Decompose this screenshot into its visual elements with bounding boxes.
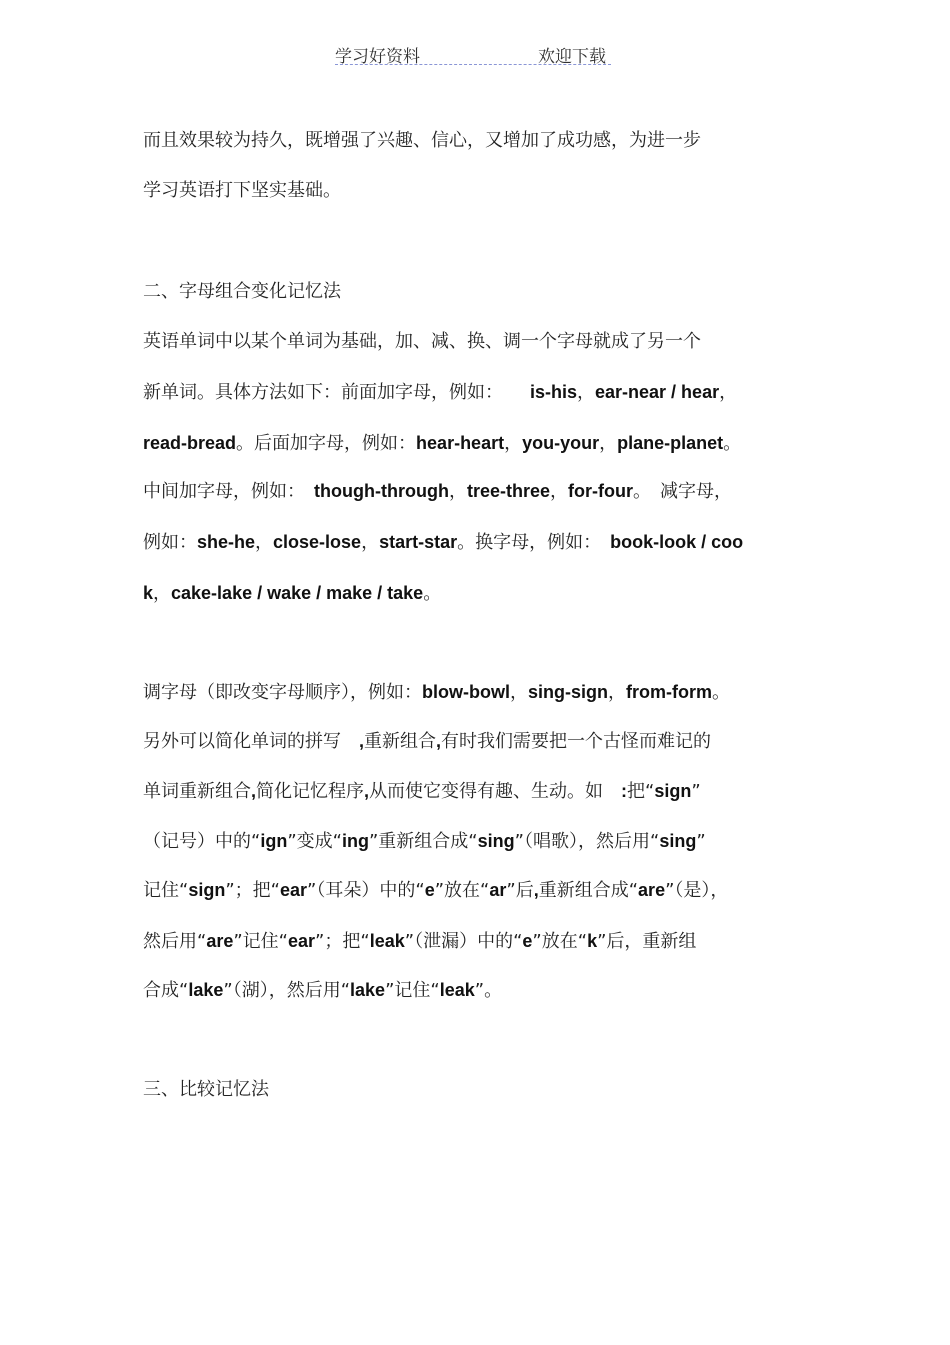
text-segment: 二、字母组合变化记忆法	[143, 281, 341, 302]
english-word: :	[621, 781, 628, 801]
body-line	[143, 779, 701, 804]
text-segment: ”记住“	[385, 980, 440, 1001]
text-segment: ”变成“	[287, 831, 342, 852]
english-word: start-star	[379, 532, 458, 552]
text-segment: ，	[549, 481, 568, 502]
body-line	[143, 129, 701, 153]
text-segment: ，	[255, 532, 274, 553]
text-segment: ”后，重新组	[597, 931, 697, 952]
english-word: book-look / coo	[610, 532, 744, 552]
text-segment: 调字母（即改变字母顺序），例如：	[143, 682, 422, 703]
text-segment: 中间加字母，例如：	[143, 481, 314, 502]
english-word: ear	[288, 931, 316, 951]
text-segment: 记住“	[143, 880, 189, 901]
body-line	[143, 179, 341, 203]
english-word: sign	[188, 880, 226, 900]
text-segment: ”放在“	[532, 931, 588, 952]
english-word: you-your	[522, 433, 600, 453]
text-segment: ”记住“	[233, 931, 289, 952]
text-segment: （记号）中的“	[143, 831, 261, 852]
text-segment: 简化记忆程序	[256, 781, 365, 802]
text-segment: ”	[691, 781, 701, 802]
english-word: e	[522, 931, 533, 951]
text-segment: ，	[448, 481, 467, 502]
text-segment: ”后	[506, 880, 534, 901]
english-word: ear	[280, 880, 308, 900]
text-segment: ，	[577, 382, 596, 403]
text-segment: 重新组合成“	[538, 880, 639, 901]
text-segment: 有时我们需要把一个古怪而难记的	[441, 731, 712, 752]
text-segment: 三、比较记忆法	[143, 1079, 269, 1100]
body-line	[143, 581, 441, 606]
text-segment: ，	[599, 433, 618, 454]
text-segment: ”。	[474, 980, 503, 1001]
english-word: k	[143, 583, 154, 603]
text-segment: 单词重新组合	[143, 781, 251, 802]
english-word: ,	[359, 731, 365, 751]
text-segment: ”（耳朵）中的“	[307, 880, 425, 901]
text-segment: 。换字母，例如：	[457, 532, 611, 553]
text-segment: 。	[423, 583, 442, 604]
text-segment: 把“	[627, 781, 655, 802]
text-segment: ，	[361, 532, 380, 553]
english-word: ign	[260, 831, 288, 851]
english-word: she-he	[197, 532, 256, 552]
body-line	[143, 878, 728, 903]
text-segment: ”（泄漏）中的“	[404, 931, 523, 952]
english-word: lake	[188, 980, 224, 1000]
english-word: sing-sign	[527, 682, 608, 702]
text-segment: 。后面加字母，例如：	[236, 433, 417, 454]
text-segment: 新单词。具体方法如下：前面加字母，例如：	[143, 382, 530, 403]
text-segment: ”（是），	[665, 880, 729, 901]
english-word: are	[638, 880, 666, 900]
text-segment: ”	[696, 831, 706, 852]
english-word: ,	[364, 781, 370, 801]
english-word: from-form	[625, 682, 712, 702]
english-word: though-through	[314, 481, 449, 501]
text-segment: 。 减字母，	[632, 481, 732, 502]
text-segment: ”；把“	[315, 931, 370, 952]
body-line	[143, 978, 502, 1003]
english-word: sign	[654, 781, 692, 801]
english-word: ,	[533, 880, 539, 900]
english-word: ,	[251, 781, 257, 801]
english-word: sing	[477, 831, 515, 851]
text-segment: ，	[719, 382, 738, 403]
header-right-text: 欢迎下载	[538, 47, 606, 67]
english-word: leak	[439, 980, 475, 1000]
body-line	[143, 330, 701, 354]
english-word: ing	[341, 831, 369, 851]
english-word: e	[424, 880, 435, 900]
english-word: for-four	[567, 481, 633, 501]
text-segment: ，	[153, 583, 172, 604]
english-word: tree-three	[466, 481, 550, 501]
text-segment: ，	[504, 433, 523, 454]
body-line	[143, 829, 706, 854]
text-segment: ”重新组合成“	[368, 831, 478, 852]
english-word: close-lose	[273, 532, 362, 552]
english-word: k	[587, 931, 598, 951]
english-word: sing	[659, 831, 697, 851]
text-segment: ，	[607, 682, 626, 703]
english-word: read-bread	[143, 433, 237, 453]
text-segment: 例如：	[143, 532, 197, 553]
english-word: plane-planet	[617, 433, 724, 453]
text-segment: 然后用“	[143, 931, 207, 952]
text-segment: ，	[509, 682, 528, 703]
english-word: lake	[350, 980, 386, 1000]
text-segment: 从而使它变得有趣、生动。如	[369, 781, 622, 802]
text-segment: ”；把“	[225, 880, 280, 901]
english-word: blow-bowl	[422, 682, 510, 702]
section-heading	[143, 280, 341, 304]
header-left-text: 学习好资料	[335, 47, 420, 67]
body-line	[143, 530, 743, 555]
text-segment: 合成“	[143, 980, 189, 1001]
text-segment: 另外可以简化单词的拼写	[143, 731, 359, 752]
english-word: leak	[369, 931, 405, 951]
body-line	[143, 431, 741, 456]
text-segment: 学习英语打下坚实基础。	[143, 180, 341, 201]
english-word: ear-near / hear	[595, 382, 720, 402]
text-segment: ”（唱歌），然后用“	[514, 831, 660, 852]
body-line	[143, 479, 732, 504]
english-word: hear-heart	[416, 433, 505, 453]
section-heading	[143, 1078, 269, 1102]
body-line	[143, 729, 711, 754]
english-word: ,	[436, 731, 442, 751]
text-segment: 英语单词中以某个单词为基础，加、减、换、调一个字母就成了另一个	[143, 331, 701, 352]
english-word: are	[206, 931, 234, 951]
page-header	[335, 42, 611, 65]
body-line	[143, 929, 696, 954]
english-word: cake-lake / wake / make / take	[171, 583, 424, 603]
text-segment: 重新组合	[364, 731, 437, 752]
text-segment: ”放在“	[434, 880, 490, 901]
english-word: is-his	[530, 382, 578, 402]
text-segment: 。	[711, 682, 730, 703]
body-line	[143, 680, 730, 705]
text-segment: ”（湖），然后用“	[223, 980, 351, 1001]
text-segment: 而且效果较为持久，既增强了兴趣、信心，又增加了成功感，为进一步	[143, 130, 701, 151]
body-line	[143, 380, 737, 405]
english-word: ar	[489, 880, 507, 900]
text-segment: 。	[723, 433, 742, 454]
